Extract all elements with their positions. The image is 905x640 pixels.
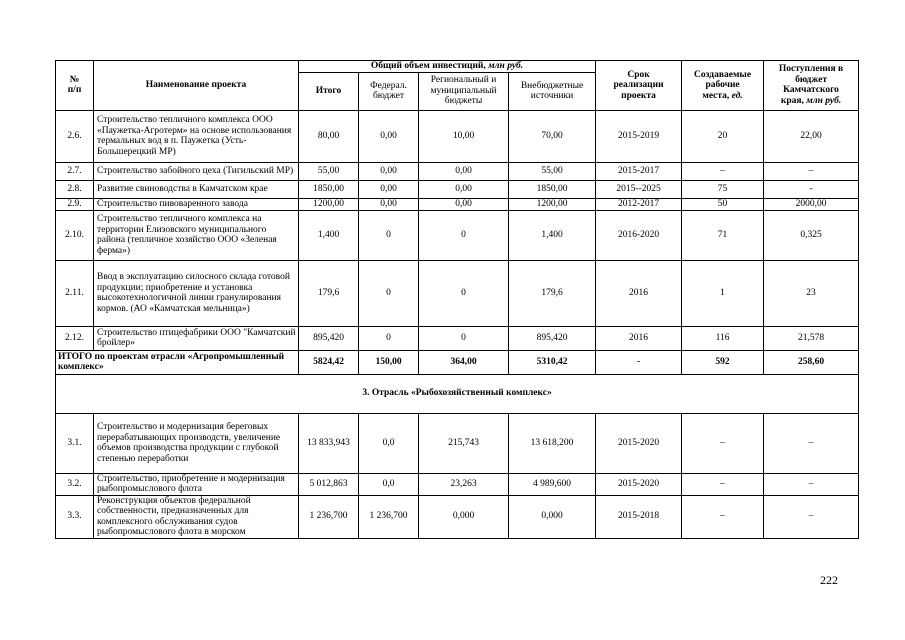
section-2-rows xyxy=(56,110,859,350)
header-name: Наименование проекта xyxy=(94,61,299,111)
cell-jobs: 71 xyxy=(682,210,764,260)
cell-regional: 0,00 xyxy=(419,198,509,210)
total-regional: 364,00 xyxy=(419,350,509,374)
cell-regional: 0,00 xyxy=(419,180,509,198)
table-row xyxy=(56,473,859,495)
cell-name: Строительство птицефабрики ООО "Камчатский бройлер» xyxy=(94,326,299,350)
cell-revenue: 22,00 xyxy=(764,110,859,162)
cell-revenue: – xyxy=(764,413,859,473)
cell-period: 2016-2020 xyxy=(596,210,682,260)
cell-period: 2015-2020 xyxy=(596,413,682,473)
cell-federal: 0,0 xyxy=(359,413,419,473)
cell-name: Реконструкция объектов федеральной собственности, предназначенных для комплексного обслуживания судов рыбопромыслового флота в морском xyxy=(94,495,299,538)
cell-extra: 55,00 xyxy=(509,162,596,180)
cell-total: 13 833,943 xyxy=(299,413,359,473)
cell-jobs: 75 xyxy=(682,180,764,198)
cell-extra: 1,400 xyxy=(509,210,596,260)
cell-period: 2015-2017 xyxy=(596,162,682,180)
cell-total: 895,420 xyxy=(299,326,359,350)
cell-extra: 895,420 xyxy=(509,326,596,350)
cell-total: 80,00 xyxy=(299,110,359,162)
cell-total: 5 012,863 xyxy=(299,473,359,495)
cell-revenue: - xyxy=(764,180,859,198)
header-federal: Федерал. бюджет xyxy=(359,72,419,110)
table-row xyxy=(56,110,859,162)
cell-total: 1,400 xyxy=(299,210,359,260)
cell-jobs: 20 xyxy=(682,110,764,162)
total-jobs: 592 xyxy=(682,350,764,374)
header-regional: Региональный и муниципальный бюджеты xyxy=(419,72,509,110)
table-row xyxy=(56,326,859,350)
cell-regional: 215,743 xyxy=(419,413,509,473)
cell-federal: 0 xyxy=(359,260,419,326)
cell-num: 3.2. xyxy=(56,473,94,495)
header-num: № п/п xyxy=(56,61,94,111)
cell-name: Строительство и модернизация береговых перерабатывающих производств, увеличение объемов производства продукции с глубокой степенью переработки xyxy=(94,413,299,473)
cell-regional: 23,263 xyxy=(419,473,509,495)
cell-name: Строительство пивоваренного завода xyxy=(94,198,299,210)
cell-revenue: 21,578 xyxy=(764,326,859,350)
cell-total: 179,6 xyxy=(299,260,359,326)
cell-extra: 179,6 xyxy=(509,260,596,326)
cell-period: 2012-2017 xyxy=(596,198,682,210)
cell-period: 2015-2020 xyxy=(596,473,682,495)
header-revenue-prefix: Поступления в бюджет Камчатского края, xyxy=(778,64,844,106)
cell-revenue: 2000,00 xyxy=(764,198,859,210)
table-row xyxy=(56,198,859,210)
cell-num: 2.11. xyxy=(56,260,94,326)
total-row xyxy=(56,350,859,374)
cell-total: 1 236,700 xyxy=(299,495,359,538)
cell-revenue: 23 xyxy=(764,260,859,326)
cell-extra: 4 989,600 xyxy=(509,473,596,495)
cell-federal: 0,00 xyxy=(359,180,419,198)
cell-total: 1200,00 xyxy=(299,198,359,210)
cell-jobs: – xyxy=(682,473,764,495)
cell-num: 2.12. xyxy=(56,326,94,350)
cell-extra: 0,000 xyxy=(509,495,596,538)
cell-federal: 0,00 xyxy=(359,110,419,162)
section-2-total xyxy=(56,350,859,413)
cell-regional: 10,00 xyxy=(419,110,509,162)
cell-num: 2.8. xyxy=(56,180,94,198)
cell-name: Строительство, приобретение и модернизация рыбопромыслового флота xyxy=(94,473,299,495)
cell-regional: 0,00 xyxy=(419,162,509,180)
investment-projects-table xyxy=(55,60,859,539)
cell-revenue: – xyxy=(764,495,859,538)
header-extrabudget: Внебюджетные источники xyxy=(509,72,596,110)
header-jobs xyxy=(682,61,764,111)
cell-name: Развитие свиноводства в Камчатском крае xyxy=(94,180,299,198)
cell-federal: 0 xyxy=(359,210,419,260)
header-investments-unit: млн руб. xyxy=(488,61,524,71)
total-total: 5824,42 xyxy=(299,350,359,374)
header-investments-prefix: Общий объем инвестиций, xyxy=(370,61,489,71)
header-investments xyxy=(299,61,596,73)
cell-extra: 70,00 xyxy=(509,110,596,162)
cell-period: 2016 xyxy=(596,260,682,326)
section-header-row xyxy=(56,374,859,413)
cell-extra: 1200,00 xyxy=(509,198,596,210)
cell-regional: 0,000 xyxy=(419,495,509,538)
cell-extra: 13 618,200 xyxy=(509,413,596,473)
total-federal: 150,00 xyxy=(359,350,419,374)
total-extra: 5310,42 xyxy=(509,350,596,374)
cell-federal: 0,00 xyxy=(359,198,419,210)
cell-num: 3.3. xyxy=(56,495,94,538)
page-number: 222 xyxy=(820,573,838,587)
table-row xyxy=(56,210,859,260)
cell-total: 1850,00 xyxy=(299,180,359,198)
cell-total: 55,00 xyxy=(299,162,359,180)
cell-num: 3.1. xyxy=(56,413,94,473)
cell-jobs: 1 xyxy=(682,260,764,326)
cell-regional: 0 xyxy=(419,210,509,260)
cell-num: 2.7. xyxy=(56,162,94,180)
header-period: Срок реализации проекта xyxy=(596,61,682,111)
total-revenue: 258,60 xyxy=(764,350,859,374)
cell-federal: 1 236,700 xyxy=(359,495,419,538)
cell-period: 2015-2018 xyxy=(596,495,682,538)
cell-revenue: 0,325 xyxy=(764,210,859,260)
cell-name: Строительство тепличного комплекса на территории Елизовского муниципального района (тепличное хозяйство ООО «Зеленая ферма») xyxy=(94,210,299,260)
cell-federal: 0 xyxy=(359,326,419,350)
cell-period: 2015-2019 xyxy=(596,110,682,162)
cell-jobs: 50 xyxy=(682,198,764,210)
cell-num: 2.9. xyxy=(56,198,94,210)
cell-period: 2015--2025 xyxy=(596,180,682,198)
cell-num: 2.6. xyxy=(56,110,94,162)
cell-name: Строительство тепличного комплекса ООО «Паужетка-Агротерм» на основе использования термальных вод в п. Паужетка (Усть-Большерецкий МР) xyxy=(94,110,299,162)
cell-revenue: – xyxy=(764,162,859,180)
cell-federal: 0,00 xyxy=(359,162,419,180)
table-row xyxy=(56,413,859,473)
table-row xyxy=(56,180,859,198)
section-3-rows xyxy=(56,413,859,538)
table-row xyxy=(56,162,859,180)
cell-name: Ввод в эксплуатацию силосного склада готовой продукции; приобретение и установка высокотехнологичной линии гранулирования кормов. (АО «Камчатская мельница») xyxy=(94,260,299,326)
cell-name: Строительство забойного цеха (Тигильский МР) xyxy=(94,162,299,180)
header-jobs-prefix: Создаваемые рабочие места, xyxy=(694,69,752,101)
cell-extra: 1850,00 xyxy=(509,180,596,198)
section-title: 3. Отрасль «Рыбохозяйственный комплекс» xyxy=(56,374,859,413)
total-label: ИТОГО по проектам отрасли «Агропромышленный комплекс» xyxy=(56,350,299,374)
header-total: Итого xyxy=(299,72,359,110)
cell-period: 2016 xyxy=(596,326,682,350)
cell-revenue: – xyxy=(764,473,859,495)
cell-jobs: – xyxy=(682,495,764,538)
header-revenue xyxy=(764,61,859,111)
cell-federal: 0,0 xyxy=(359,473,419,495)
cell-jobs: – xyxy=(682,413,764,473)
cell-regional: 0 xyxy=(419,326,509,350)
table-row xyxy=(56,495,859,538)
cell-num: 2.10. xyxy=(56,210,94,260)
table-row xyxy=(56,260,859,326)
header-revenue-unit: млн руб. xyxy=(806,95,842,106)
cell-jobs: 116 xyxy=(682,326,764,350)
header-jobs-unit: ед. xyxy=(731,90,743,101)
cell-regional: 0 xyxy=(419,260,509,326)
cell-jobs: – xyxy=(682,162,764,180)
total-period: - xyxy=(596,350,682,374)
